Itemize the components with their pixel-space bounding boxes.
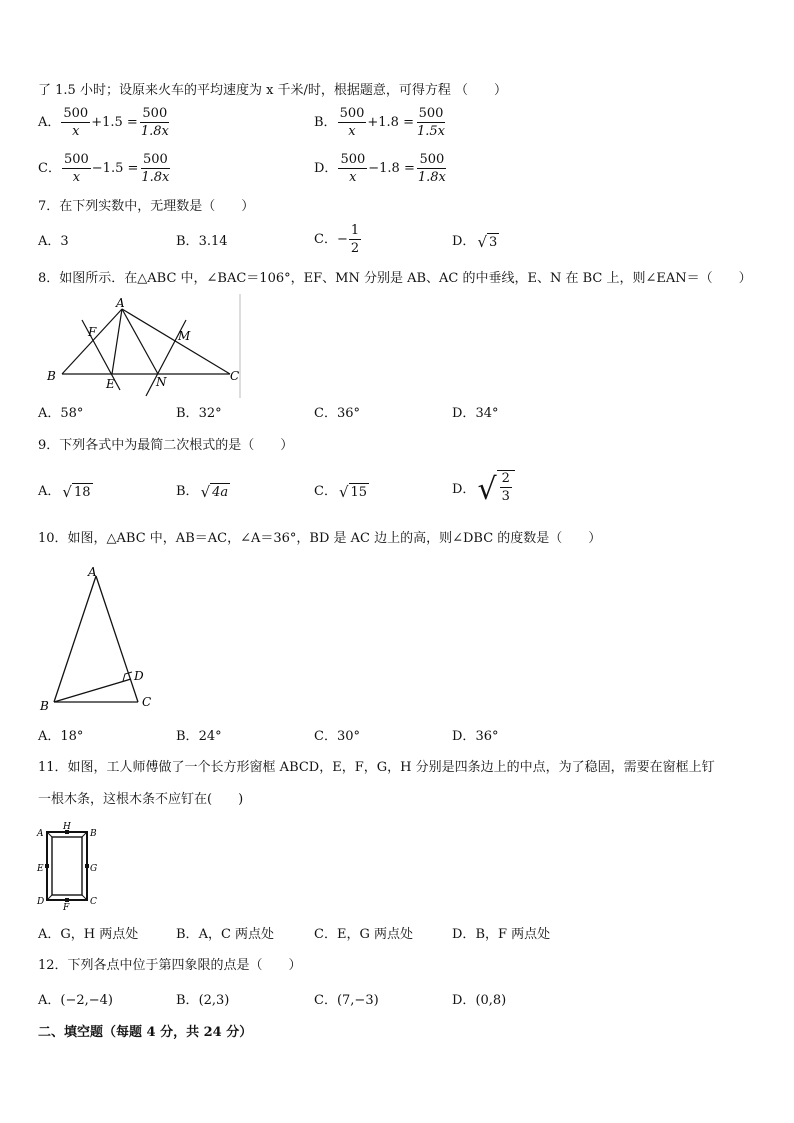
- q11-window-frame-figure: [34, 822, 104, 910]
- q8-stem: 8．如图所示．在△ABC 中，∠BAC＝106°，EF、MN 分别是 AB、AC 的中垂线，E、N 在 BC 上，则∠EAN＝（ ）: [38, 271, 752, 286]
- q8-option-b: B． 32°: [176, 406, 222, 421]
- q6-option-c: C． $\frac{500}{x}$ −1.5 = $\frac{500}{1.8x}$: [38, 152, 170, 185]
- q9-option-c: C． √ 15: [314, 483, 368, 501]
- q9-stem: 9．下列各式中为最简二次根式的是（ ）: [38, 438, 294, 453]
- q11-label-h: H: [63, 822, 71, 832]
- q9-option-b: B． √ 4a: [176, 483, 229, 501]
- q8-option-d: D． 34°: [452, 406, 499, 421]
- section2-title: 二、填空题（每题 4 分，共 24 分）: [38, 1025, 253, 1040]
- q11-option-a: A． G，H 两点处: [38, 927, 139, 942]
- q7-option-c: C． − $\frac{1}{2}$: [314, 223, 360, 256]
- q7-option-b: B． 3.14: [176, 234, 228, 249]
- q11-label-d: D: [37, 897, 45, 907]
- q10-option-c: C． 30°: [314, 729, 360, 744]
- q6-option-d: D． $\frac{500}{x}$ −1.8 = $\frac{500}{1.8x}$: [314, 152, 446, 185]
- q8-label-a: A: [116, 296, 125, 310]
- q11-label-e: E: [37, 864, 44, 874]
- q11-option-b: B． A，C 两点处: [176, 927, 275, 942]
- sqrt-symbol: √ 3: [477, 233, 498, 251]
- q8-label-f: F: [88, 325, 97, 339]
- q7-option-a: A． 3: [38, 234, 69, 249]
- sqrt-symbol: √ 4a: [200, 483, 229, 501]
- q11-label-f: F: [63, 903, 70, 910]
- q6-stem-tail: 了 1.5 小时；设原来火车的平均速度为 x 千米/时，根据题意，可得方程 （ ）: [38, 83, 508, 98]
- q12-option-d: D． (0,8): [452, 993, 507, 1008]
- q7-stem: 7．在下列实数中，无理数是（ ）: [38, 199, 255, 214]
- q8-label-c: C: [230, 369, 240, 383]
- q9-option-a: A． √ 18: [38, 483, 91, 501]
- sqrt-symbol: √ 18: [62, 483, 91, 501]
- q12-option-c: C． (7,−3): [314, 993, 379, 1008]
- q10-label-c: C: [142, 695, 152, 709]
- q8-triangle-figure: [44, 294, 244, 398]
- sqrt-symbol: √ 15: [338, 483, 368, 501]
- q10-option-d: D． 36°: [452, 729, 499, 744]
- q8-option-a: A． 58°: [38, 406, 84, 421]
- q6-option-a: A． $\frac{500}{x}$ +1.5 = $\frac{500}{1.8x}$: [38, 106, 169, 139]
- q7-option-d: D． √ 3: [452, 233, 498, 251]
- q10-stem: 10．如图，△ABC 中，AB＝AC，∠A＝36°，BD 是 AC 边上的高，则∠DBC 的度数是（ ）: [38, 531, 602, 546]
- q12-stem: 12．下列各点中位于第四象限的点是（ ）: [38, 958, 302, 973]
- q9-option-d: D． √ $\frac{2}{3}$: [452, 470, 515, 510]
- q6-option-b: B． $\frac{500}{x}$ +1.8 = $\frac{500}{1.5x}$: [314, 106, 445, 139]
- q10-label-a: A: [88, 565, 97, 579]
- q11-label-b: B: [90, 829, 97, 839]
- q10-option-b: B． 24°: [176, 729, 222, 744]
- q8-label-e: E: [106, 377, 115, 391]
- q10-label-d: D: [134, 669, 144, 683]
- q12-option-a: A． (−2,−4): [38, 993, 113, 1008]
- q10-triangle-figure: [36, 562, 166, 717]
- sqrt-symbol: √ $\frac{2}{3}$: [477, 470, 514, 510]
- q10-label-b: B: [40, 699, 49, 713]
- q11-stem-line1: 11．如图，工人师傅做了一个长方形窗框 ABCD，E，F，G，H 分别是四条边上的中点，为了稳固，需要在窗框上钉: [38, 760, 715, 775]
- q11-option-c: C． E，G 两点处: [314, 927, 413, 942]
- q11-option-d: D． B，F 两点处: [452, 927, 551, 942]
- q10-option-a: A． 18°: [38, 729, 84, 744]
- q8-label-b: B: [47, 369, 56, 383]
- q8-label-n: N: [156, 375, 167, 389]
- q11-label-g: G: [90, 864, 98, 874]
- q11-stem-line2: 一根木条，这根木条不应钉在( ): [38, 792, 244, 807]
- q8-option-c: C． 36°: [314, 406, 360, 421]
- q12-option-b: B． (2,3): [176, 993, 230, 1008]
- q11-label-a: A: [37, 829, 44, 839]
- q11-label-c: C: [90, 897, 97, 907]
- q8-label-m: M: [178, 329, 191, 343]
